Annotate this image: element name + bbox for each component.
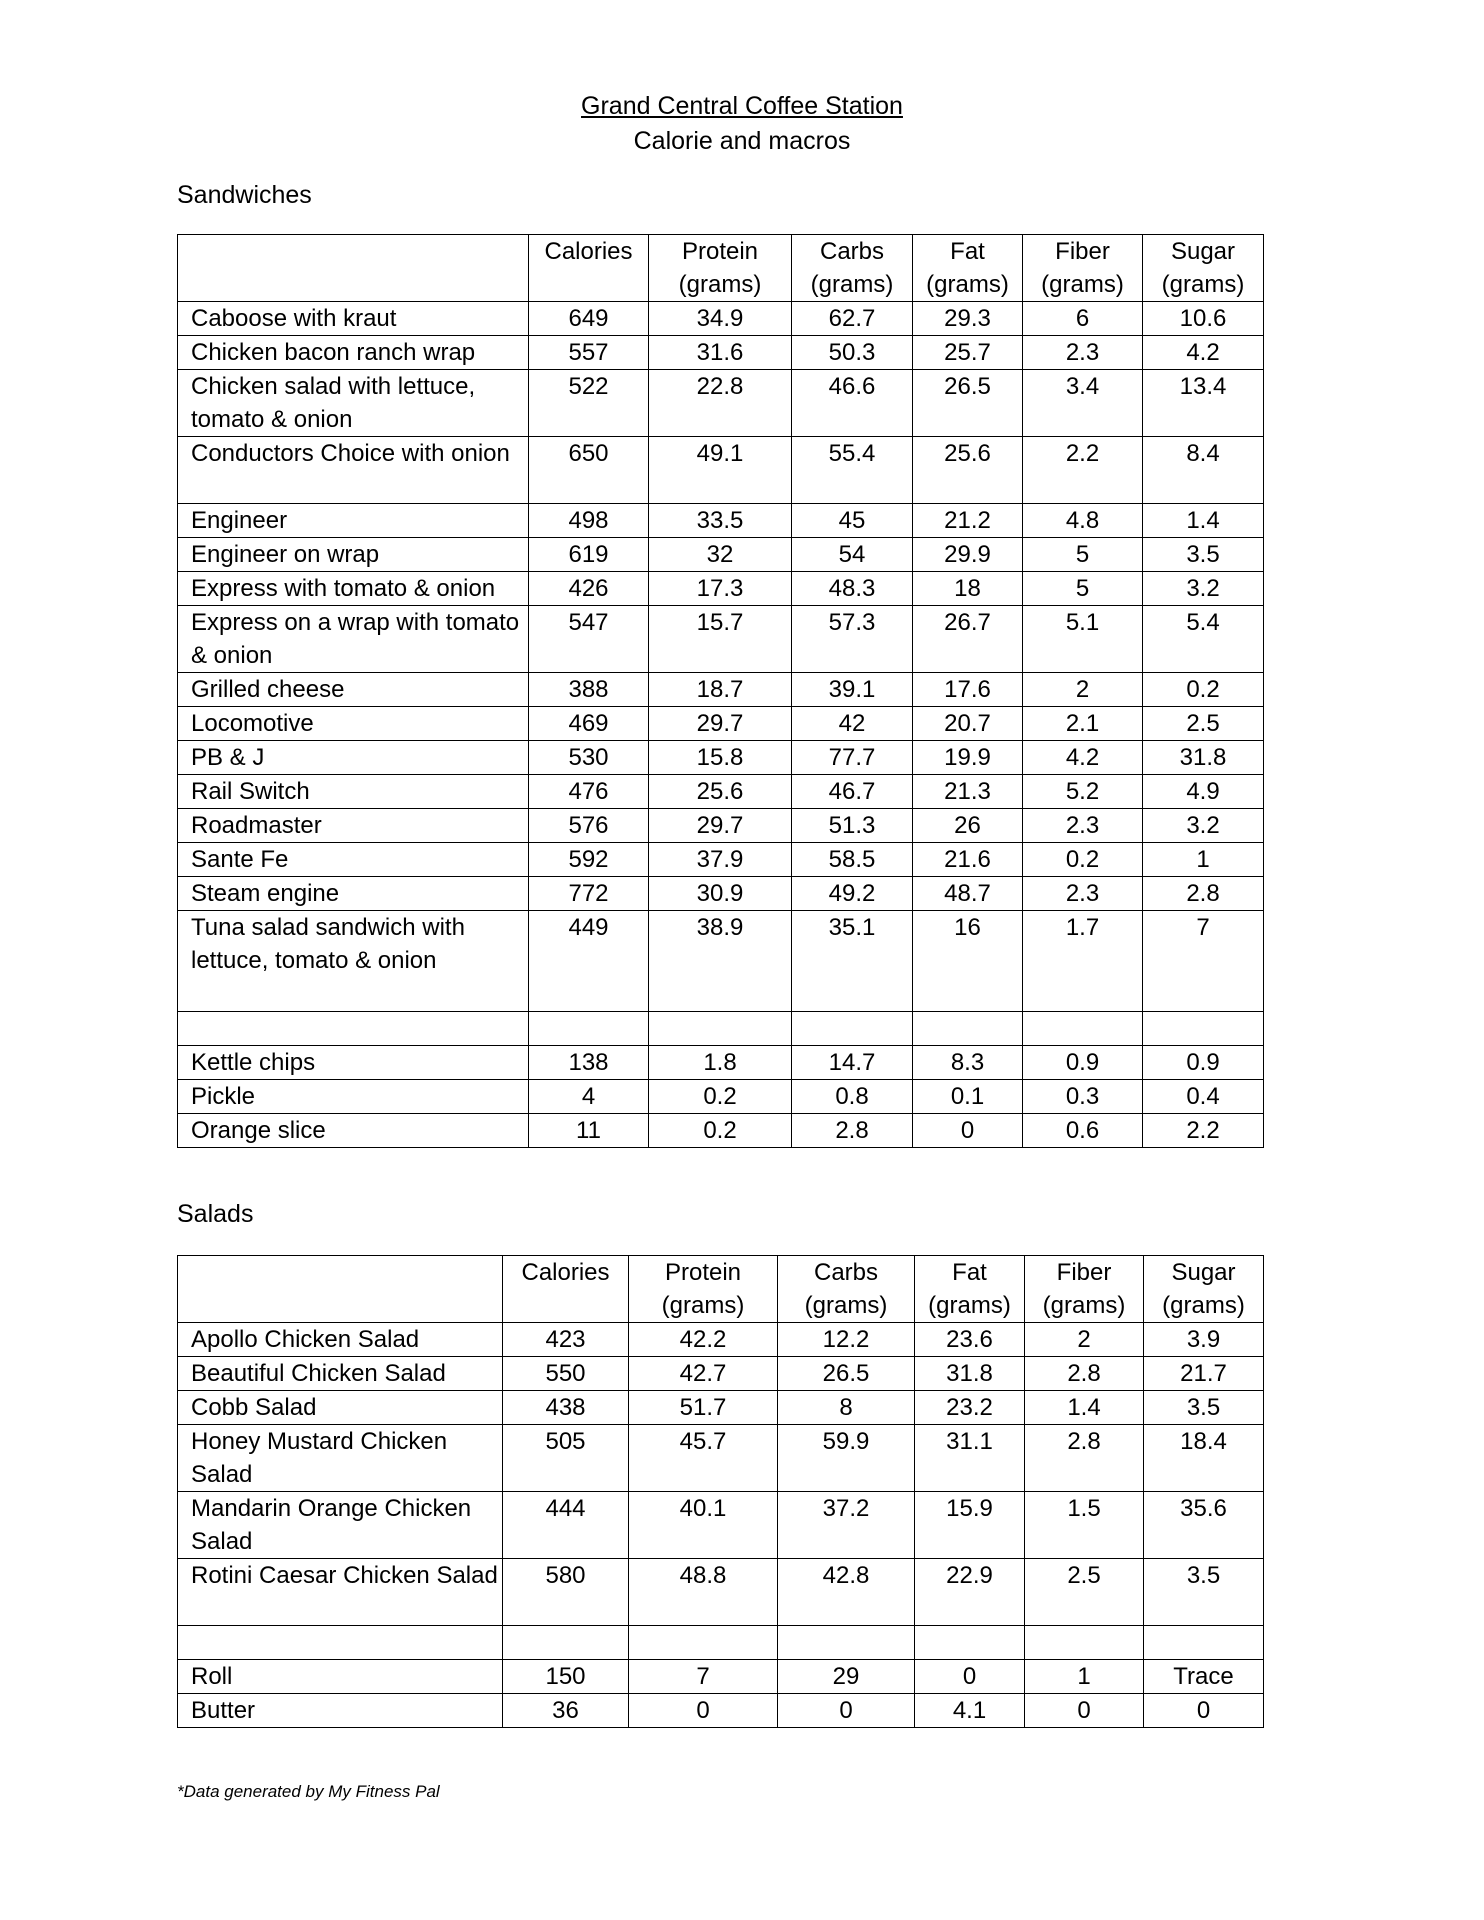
nutrient-value: 51.3 [792, 809, 913, 843]
nutrient-value: 0.2 [1023, 843, 1143, 877]
nutrient-value: 29.7 [649, 809, 792, 843]
header-row [178, 235, 1264, 302]
empty-cell [178, 1012, 529, 1046]
nutrient-value: 5.2 [1023, 775, 1143, 809]
item-name: Apollo Chicken Salad [178, 1323, 503, 1357]
nutrient-value: 18 [913, 572, 1023, 606]
nutrient-value: 5 [1023, 538, 1143, 572]
nutrient-value: 17.3 [649, 572, 792, 606]
table-row [178, 504, 1264, 538]
nutrient-value: 388 [529, 673, 649, 707]
nutrient-value: 42.2 [629, 1323, 778, 1357]
nutrient-value: 580 [503, 1559, 629, 1626]
nutrient-value: 0.9 [1143, 1046, 1264, 1080]
item-column-header [178, 235, 529, 302]
nutrient-value: 45 [792, 504, 913, 538]
column-header-label: Fat [952, 1259, 987, 1286]
column-header-unit: (grams) [926, 271, 1009, 298]
nutrient-value: 0.3 [1023, 1080, 1143, 1114]
table-row [178, 911, 1264, 1012]
column-header-label: Sugar [1170, 238, 1236, 265]
nutrient-value: 550 [503, 1357, 629, 1391]
nutrient-value: 1.5 [1025, 1492, 1144, 1559]
nutrient-value: 649 [529, 302, 649, 336]
nutrient-value: 150 [503, 1660, 629, 1694]
nutrient-value: 498 [529, 504, 649, 538]
nutrient-value: 23.6 [915, 1323, 1025, 1357]
column-header [913, 235, 1023, 302]
nutrient-value: 505 [503, 1425, 629, 1492]
spacer-row [178, 1012, 1264, 1046]
item-name: Tuna salad sandwich with lettuce, tomato & onion [178, 911, 529, 1012]
item-name: Kettle chips [178, 1046, 529, 1080]
empty-cell [503, 1626, 629, 1660]
nutrient-value: 3.4 [1023, 370, 1143, 437]
nutrient-value: 423 [503, 1323, 629, 1357]
nutrient-value: 39.1 [792, 673, 913, 707]
column-header-label: Sugar [1171, 1259, 1236, 1286]
empty-cell [178, 1626, 503, 1660]
nutrient-value: 12.2 [778, 1323, 915, 1357]
column-header-label: Carbs [813, 1259, 879, 1286]
nutrient-value: 22.9 [915, 1559, 1025, 1626]
nutrient-value: 15.7 [649, 606, 792, 673]
table-row [178, 1492, 1264, 1559]
nutrient-value: 2.8 [792, 1114, 913, 1148]
salads-heading: Salads [177, 1200, 254, 1228]
sandwiches-table [177, 234, 1264, 1148]
nutrient-value: 0 [1144, 1694, 1264, 1728]
nutrient-value: 2.5 [1025, 1559, 1144, 1626]
nutrient-value: 1.7 [1023, 911, 1143, 1012]
nutrient-value: 30.9 [649, 877, 792, 911]
nutrient-value: 547 [529, 606, 649, 673]
nutrient-value: 19.9 [913, 741, 1023, 775]
item-name: Butter [178, 1694, 503, 1728]
empty-cell [778, 1626, 915, 1660]
empty-cell [913, 1012, 1023, 1046]
column-header-unit: (grams) [678, 271, 762, 298]
table-row [178, 538, 1264, 572]
column-header-label: Carbs [819, 238, 885, 265]
nutrient-value: 42.8 [778, 1559, 915, 1626]
table-row [178, 1046, 1264, 1080]
nutrient-value: 4.8 [1023, 504, 1143, 538]
empty-cell [529, 1012, 649, 1046]
table-row [178, 1323, 1264, 1357]
column-header [529, 235, 649, 302]
nutrient-value: 18.7 [649, 673, 792, 707]
column-header [778, 1256, 915, 1323]
nutrient-value: 2.1 [1023, 707, 1143, 741]
nutrient-value: 77.7 [792, 741, 913, 775]
nutrient-value: 21.6 [913, 843, 1023, 877]
column-header-unit: (grams) [1041, 271, 1124, 298]
nutrient-value: 438 [503, 1391, 629, 1425]
nutrient-value: 4.2 [1023, 741, 1143, 775]
nutrient-value: 0.8 [792, 1080, 913, 1114]
nutrient-value: 26.7 [913, 606, 1023, 673]
nutrient-value: 0.1 [913, 1080, 1023, 1114]
nutrient-value: 40.1 [629, 1492, 778, 1559]
table-row [178, 673, 1264, 707]
item-name: Chicken bacon ranch wrap [178, 336, 529, 370]
empty-cell [1025, 1626, 1144, 1660]
nutrient-value: 1 [1143, 843, 1264, 877]
nutrient-value: 29 [778, 1660, 915, 1694]
nutrient-value: 10.6 [1143, 302, 1264, 336]
column-header [1025, 1256, 1144, 1323]
table-row [178, 741, 1264, 775]
nutrient-value: 50.3 [792, 336, 913, 370]
nutrient-value: 11 [529, 1114, 649, 1148]
table-row [178, 1080, 1264, 1114]
nutrient-value: 45.7 [629, 1425, 778, 1492]
nutrient-value: 37.9 [649, 843, 792, 877]
column-header-label: Calories [521, 1259, 610, 1286]
table-row [178, 775, 1264, 809]
nutrient-value: 7 [1143, 911, 1264, 1012]
item-name: Mandarin Orange Chicken Salad [178, 1492, 503, 1559]
nutrient-value: 138 [529, 1046, 649, 1080]
item-name: Pickle [178, 1080, 529, 1114]
spacer-row [178, 1626, 1264, 1660]
item-name: Conductors Choice with onion [178, 437, 529, 504]
nutrient-value: 1 [1025, 1660, 1144, 1694]
nutrient-value: 16 [913, 911, 1023, 1012]
header-row [178, 1256, 1264, 1323]
nutrient-value: 7 [629, 1660, 778, 1694]
nutrient-value: 26.5 [913, 370, 1023, 437]
column-header [503, 1256, 629, 1323]
column-header-label: Fiber [1056, 1259, 1112, 1286]
empty-cell [629, 1626, 778, 1660]
nutrient-value: 522 [529, 370, 649, 437]
nutrient-value: 21.2 [913, 504, 1023, 538]
nutrient-value: 2.3 [1023, 877, 1143, 911]
table-row [178, 843, 1264, 877]
sandwiches-heading: Sandwiches [177, 181, 312, 209]
nutrient-value: 2.3 [1023, 809, 1143, 843]
nutrient-value: 42 [792, 707, 913, 741]
table-row [178, 707, 1264, 741]
nutrient-value: 59.9 [778, 1425, 915, 1492]
nutrient-value: 49.1 [649, 437, 792, 504]
nutrient-value: 31.8 [915, 1357, 1025, 1391]
nutrient-value: 8.3 [913, 1046, 1023, 1080]
column-header [1144, 1256, 1264, 1323]
nutrient-value: 2.5 [1143, 707, 1264, 741]
table-row [178, 302, 1264, 336]
nutrient-value: 530 [529, 741, 649, 775]
nutrient-value: 21.3 [913, 775, 1023, 809]
nutrient-value: 31.8 [1143, 741, 1264, 775]
nutrient-value: 54 [792, 538, 913, 572]
nutrient-value: 619 [529, 538, 649, 572]
table-row [178, 1425, 1264, 1492]
empty-cell [792, 1012, 913, 1046]
nutrient-value: 3.5 [1144, 1559, 1264, 1626]
nutrient-value: 2.8 [1143, 877, 1264, 911]
nutrient-value: 22.8 [649, 370, 792, 437]
nutrient-value: 42.7 [629, 1357, 778, 1391]
table-row [178, 1660, 1264, 1694]
nutrient-value: 5 [1023, 572, 1143, 606]
nutrient-value: 3.5 [1143, 538, 1264, 572]
nutrient-value: 37.2 [778, 1492, 915, 1559]
table-row [178, 1114, 1264, 1148]
table-row [178, 437, 1264, 504]
column-header-unit: (grams) [804, 1292, 888, 1319]
nutrient-value: 33.5 [649, 504, 792, 538]
nutrient-value: 18.4 [1144, 1425, 1264, 1492]
column-header [915, 1256, 1025, 1323]
table-row [178, 809, 1264, 843]
footnote: *Data generated by My Fitness Pal [177, 1782, 440, 1801]
nutrient-value: 46.7 [792, 775, 913, 809]
item-column-header [178, 1256, 503, 1323]
column-header-label: Protein [681, 238, 759, 265]
nutrient-value: 29.7 [649, 707, 792, 741]
nutrient-value: 0.4 [1143, 1080, 1264, 1114]
item-name: Engineer [178, 504, 529, 538]
nutrient-value: 23.2 [915, 1391, 1025, 1425]
item-name: Caboose with kraut [178, 302, 529, 336]
nutrient-value: 1.4 [1143, 504, 1264, 538]
nutrient-value: 31.6 [649, 336, 792, 370]
item-name: Orange slice [178, 1114, 529, 1148]
nutrient-value: 55.4 [792, 437, 913, 504]
column-header-unit: (grams) [661, 1292, 745, 1319]
table-row [178, 877, 1264, 911]
item-name: Sante Fe [178, 843, 529, 877]
nutrient-value: 592 [529, 843, 649, 877]
nutrient-value: 0 [778, 1694, 915, 1728]
nutrient-value: 0.2 [649, 1114, 792, 1148]
nutrient-value: 31.1 [915, 1425, 1025, 1492]
nutrient-value: 2.8 [1025, 1425, 1144, 1492]
column-header [1023, 235, 1143, 302]
item-name: PB & J [178, 741, 529, 775]
column-header-unit: (grams) [810, 271, 894, 298]
nutrient-value: 3.5 [1144, 1391, 1264, 1425]
nutrient-value: 62.7 [792, 302, 913, 336]
nutrient-value: 49.2 [792, 877, 913, 911]
nutrient-value: 35.6 [1144, 1492, 1264, 1559]
salads-table [177, 1255, 1264, 1728]
nutrient-value: 15.8 [649, 741, 792, 775]
nutrient-value: 0.2 [649, 1080, 792, 1114]
column-header-unit: (grams) [1042, 1292, 1126, 1319]
nutrient-value: 36 [503, 1694, 629, 1728]
item-name: Steam engine [178, 877, 529, 911]
nutrient-value: 25.6 [913, 437, 1023, 504]
nutrient-value: Trace [1144, 1660, 1264, 1694]
nutrient-value: 4.9 [1143, 775, 1264, 809]
nutrient-value: 4.2 [1143, 336, 1264, 370]
nutrient-value: 0 [915, 1660, 1025, 1694]
item-name: Grilled cheese [178, 673, 529, 707]
nutrient-value: 34.9 [649, 302, 792, 336]
nutrient-value: 17.6 [913, 673, 1023, 707]
nutrient-value: 2.2 [1143, 1114, 1264, 1148]
column-header [792, 235, 913, 302]
nutrient-value: 38.9 [649, 911, 792, 1012]
nutrient-value: 48.8 [629, 1559, 778, 1626]
nutrient-value: 1.8 [649, 1046, 792, 1080]
item-name: Rotini Caesar Chicken Salad [178, 1559, 503, 1626]
nutrient-value: 8.4 [1143, 437, 1264, 504]
nutrient-value: 25.7 [913, 336, 1023, 370]
nutrient-value: 26 [913, 809, 1023, 843]
nutrient-value: 0.6 [1023, 1114, 1143, 1148]
empty-cell [1144, 1626, 1264, 1660]
table-row [178, 1357, 1264, 1391]
item-name: Beautiful Chicken Salad [178, 1357, 503, 1391]
table-row [178, 336, 1264, 370]
nutrient-value: 48.7 [913, 877, 1023, 911]
table-row [178, 1694, 1264, 1728]
nutrient-value: 5.4 [1143, 606, 1264, 673]
column-header-label: Protein [664, 1259, 742, 1286]
column-header [649, 235, 792, 302]
nutrient-value: 32 [649, 538, 792, 572]
nutrient-value: 20.7 [913, 707, 1023, 741]
column-header-label: Fat [950, 238, 985, 265]
empty-cell [1023, 1012, 1143, 1046]
nutrient-value: 476 [529, 775, 649, 809]
empty-cell [915, 1626, 1025, 1660]
table-row [178, 370, 1264, 437]
table-row [178, 572, 1264, 606]
nutrient-value: 0.2 [1143, 673, 1264, 707]
nutrient-value: 444 [503, 1492, 629, 1559]
item-name: Honey Mustard Chicken Salad [178, 1425, 503, 1492]
column-header-unit: (grams) [1161, 271, 1245, 298]
nutrient-value: 29.3 [913, 302, 1023, 336]
nutrient-value: 449 [529, 911, 649, 1012]
nutrient-value: 58.5 [792, 843, 913, 877]
nutrient-value: 6 [1023, 302, 1143, 336]
nutrient-value: 14.7 [792, 1046, 913, 1080]
column-header-unit: (grams) [928, 1292, 1011, 1319]
nutrient-value: 48.3 [792, 572, 913, 606]
nutrient-value: 57.3 [792, 606, 913, 673]
nutrient-value: 772 [529, 877, 649, 911]
nutrient-value: 51.7 [629, 1391, 778, 1425]
item-name: Engineer on wrap [178, 538, 529, 572]
page-subtitle: Calorie and macros [633, 127, 851, 155]
nutrient-value: 2 [1023, 673, 1143, 707]
nutrient-value: 4.1 [915, 1694, 1025, 1728]
table-row [178, 1559, 1264, 1626]
empty-cell [1143, 1012, 1264, 1046]
nutrient-value: 2.3 [1023, 336, 1143, 370]
nutrient-value: 0 [629, 1694, 778, 1728]
column-header-label: Calories [544, 238, 633, 265]
nutrient-value: 0.9 [1023, 1046, 1143, 1080]
nutrient-value: 29.9 [913, 538, 1023, 572]
nutrient-value: 3.2 [1143, 809, 1264, 843]
table-row [178, 1391, 1264, 1425]
nutrient-value: 5.1 [1023, 606, 1143, 673]
nutrient-value: 0 [913, 1114, 1023, 1148]
column-header-label: Fiber [1055, 238, 1110, 265]
column-header [1143, 235, 1264, 302]
nutrient-value: 426 [529, 572, 649, 606]
nutrient-value: 8 [778, 1391, 915, 1425]
page-title: Grand Central Coffee Station [581, 92, 903, 120]
item-name: Express on a wrap with tomato & onion [178, 606, 529, 673]
nutrient-value: 26.5 [778, 1357, 915, 1391]
item-name: Rail Switch [178, 775, 529, 809]
empty-cell [649, 1012, 792, 1046]
column-header [629, 1256, 778, 1323]
item-name: Express with tomato & onion [178, 572, 529, 606]
table-row [178, 606, 1264, 673]
column-header-unit: (grams) [1162, 1292, 1245, 1319]
item-name: Chicken salad with lettuce, tomato & onion [178, 370, 529, 437]
item-name: Roll [178, 1660, 503, 1694]
nutrient-value: 4 [529, 1080, 649, 1114]
nutrient-value: 25.6 [649, 775, 792, 809]
item-name: Locomotive [178, 707, 529, 741]
nutrient-value: 0 [1025, 1694, 1144, 1728]
nutrient-value: 21.7 [1144, 1357, 1264, 1391]
nutrient-value: 557 [529, 336, 649, 370]
item-name: Roadmaster [178, 809, 529, 843]
nutrient-value: 3.9 [1144, 1323, 1264, 1357]
nutrient-value: 2.2 [1023, 437, 1143, 504]
nutrient-value: 2 [1025, 1323, 1144, 1357]
nutrient-value: 35.1 [792, 911, 913, 1012]
nutrient-value: 13.4 [1143, 370, 1264, 437]
nutrient-value: 2.8 [1025, 1357, 1144, 1391]
item-name: Cobb Salad [178, 1391, 503, 1425]
nutrient-value: 650 [529, 437, 649, 504]
nutrient-value: 46.6 [792, 370, 913, 437]
nutrient-value: 469 [529, 707, 649, 741]
nutrient-value: 3.2 [1143, 572, 1264, 606]
nutrient-value: 15.9 [915, 1492, 1025, 1559]
nutrient-value: 1.4 [1025, 1391, 1144, 1425]
nutrient-value: 576 [529, 809, 649, 843]
